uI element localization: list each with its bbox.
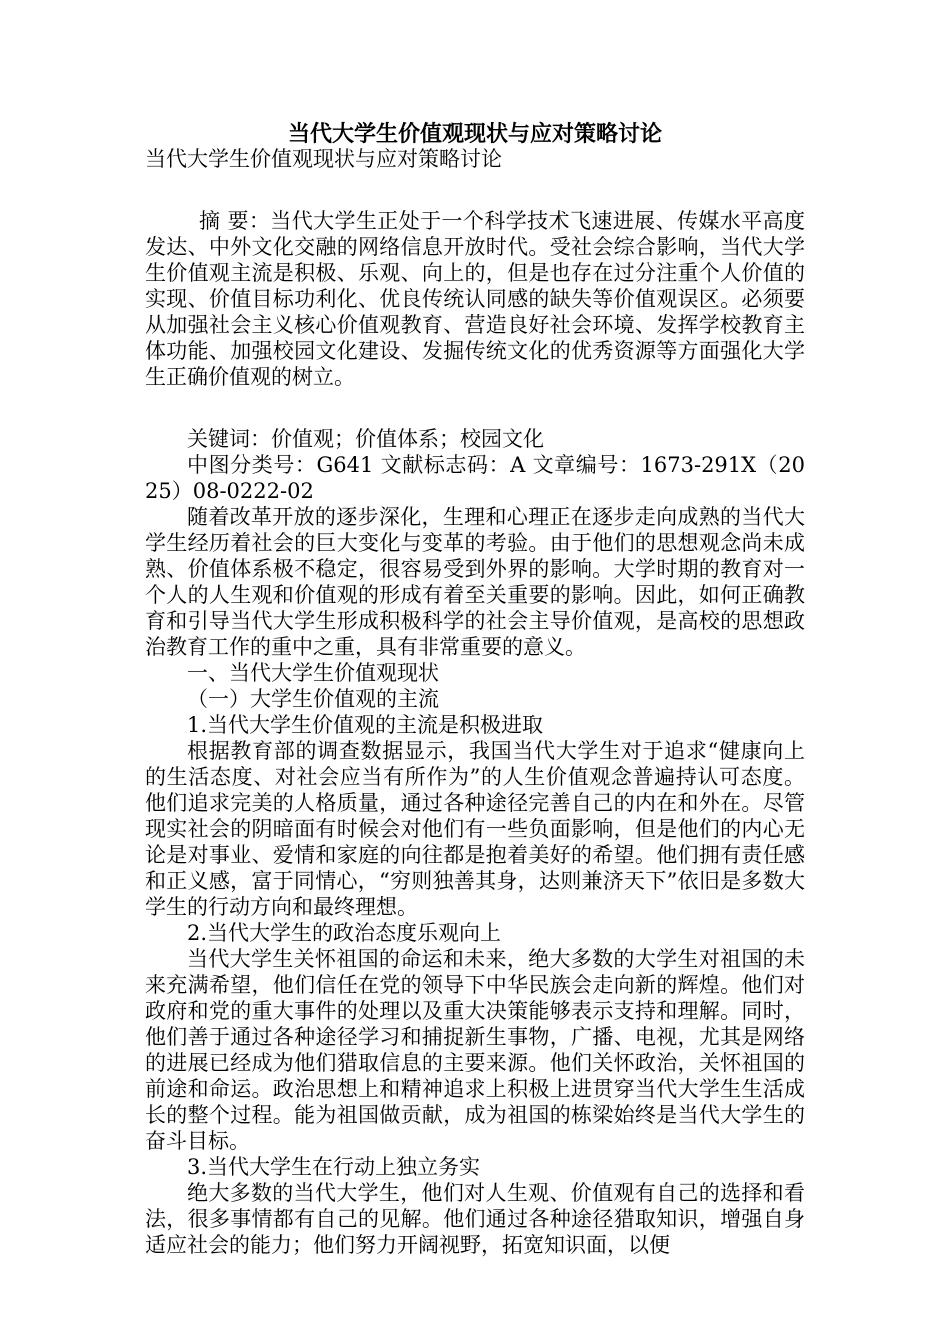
spacer [145, 198, 805, 208]
keywords-line: 关键词：价值观；价值体系；校园文化 [187, 427, 544, 451]
document-body [145, 146, 805, 1258]
spacer [145, 390, 805, 416]
point-paragraph: 当代大学生关怀祖国的命运和未来，绝大多数的大学生对祖国的未来充满希望，他们信任在党的领导下中华民族会走向新的辉煌。他们对政府和党的重大事件的处理以及重大决策能够表示支持和理解。同时，他们善于通过各种途径学习和捕捉新生事物，广播、电视，尤其是网络的进展已经成为他们猎取信息的主要来源。他们关怀政治，关怀祖国的前途和命运。政治思想上和精神追求上积极上进贯穿当代大学生生活成长的整个过程。能为祖国做贡献，成为祖国的栋梁始终是当代大学生的奋斗目标。 [145, 947, 805, 1153]
subsection-heading: （一）大学生价值观的主流 [187, 687, 439, 711]
document-title: 当代大学生价值观现状与应对策略讨论 [287, 121, 662, 147]
section-heading: 一、当代大学生价值观现状 [187, 661, 439, 685]
point-paragraph: 绝大多数的当代大学生，他们对人生观、价值观有自己的选择和看法，很多事情都有自己的见解。他们通过各种途径猎取知识，增强自身适应社会的能力；他们努力开阔视野，拓宽知识面，以便 [145, 1181, 805, 1257]
point-heading: 1.当代大学生价值观的主流是积极进取 [187, 713, 544, 737]
intro-paragraph: 随着改革开放的逐步深化，生理和心理正在逐步走向成熟的当代大学生经历着社会的巨大变化与变革的考验。由于他们的思想观念尚未成熟、价值体系极不稳定，很容易受到外界的影响。大学时期的教育对一个人的人生观和价值观的形成有着至关重要的影响。因此，如何正确教育和引导当代大学生形成积极科学的社会主导价值观，是高校的思想政治教育工作的重中之重，具有非常重要的意义。 [145, 505, 805, 659]
document-subtitle: 当代大学生价值观现状与应对策略讨论 [145, 147, 502, 171]
point-heading: 2.当代大学生的政治态度乐观向上 [187, 921, 502, 945]
abstract-paragraph: 摘 要：当代大学生正处于一个科学技术飞速进展、传媒水平高度发达、中外文化交融的网络信息开放时代。受社会综合影响，当代大学生价值观主流是积极、乐观、向上的，但是也存在过分注重个人价值的实现、价值目标功利化、优良传统认同感的缺失等价值观误区。必须要从加强社会主义核心价值观教育、营造良好社会环境、发挥学校教育主体功能、加强校园文化建设、发掘传统文化的优秀资源等方面强化大学生正确价值观的树立。 [145, 209, 805, 389]
point-paragraph: 根据教育部的调查数据显示，我国当代大学生对于追求“健康向上的生活态度、对社会应当有所作为”的人生价值观念普遍持认可态度。他们追求完美的人格质量，通过各种途径完善自己的内在和外在。尽管现实社会的阴暗面有时候会对他们有一些负面影响，但是他们的内心无论是对事业、爱情和家庭的向往都是抱着美好的希望。他们拥有责任感和正义感，富于同情心，“穷则独善其身，达则兼济天下”依旧是多数大学生的行动方向和最终理想。 [145, 739, 805, 919]
point-heading: 3.当代大学生在行动上独立务实 [187, 1155, 481, 1179]
spacer [145, 172, 805, 198]
spacer [145, 416, 805, 426]
classification-line: 中图分类号：G641 文献标志码：A 文章编号：1673-291X（2025）08-0222-02 [145, 453, 805, 503]
